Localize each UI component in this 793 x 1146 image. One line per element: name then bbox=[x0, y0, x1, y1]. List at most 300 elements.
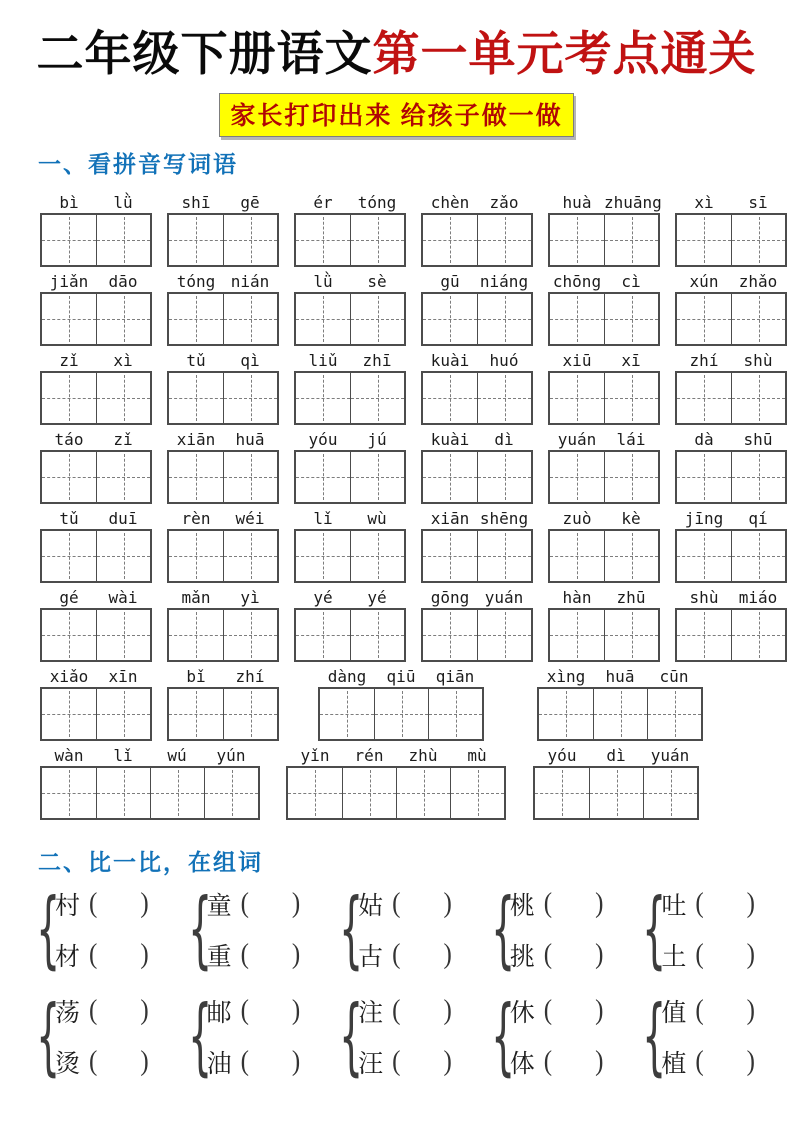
compare-char: 值 bbox=[661, 1000, 687, 1028]
writing-boxes bbox=[167, 687, 279, 741]
compare-char: 姑 bbox=[358, 893, 384, 921]
writing-boxes bbox=[421, 292, 533, 346]
pinyin-syllable: xiān bbox=[176, 430, 216, 450]
pinyin-row bbox=[40, 507, 793, 583]
pinyin-word-group bbox=[421, 507, 533, 583]
answer-paren-close: ) bbox=[443, 1045, 452, 1077]
compare-char: 休 bbox=[509, 1000, 535, 1028]
answer-paren-close: ) bbox=[746, 938, 755, 970]
pinyin-row bbox=[40, 744, 793, 820]
pinyin-syllable: dāo bbox=[108, 272, 138, 292]
pinyin-syllables bbox=[167, 428, 279, 450]
brace-icon: { bbox=[187, 879, 212, 978]
pinyin-syllable: mǎn bbox=[181, 588, 211, 608]
compare-entry bbox=[55, 889, 149, 919]
write-cell bbox=[539, 689, 593, 739]
write-cell bbox=[223, 452, 277, 502]
pinyin-row bbox=[40, 428, 793, 504]
writing-boxes bbox=[421, 450, 533, 504]
pinyin-word-group bbox=[167, 586, 279, 662]
compare-char: 汪 bbox=[358, 1051, 384, 1079]
write-cell bbox=[677, 294, 731, 344]
answer-paren-open: ( bbox=[240, 938, 249, 970]
pinyin-syllable: xiān bbox=[430, 509, 470, 529]
compare-entry bbox=[510, 889, 604, 919]
pinyin-syllable: yóu bbox=[547, 746, 577, 766]
compare-char: 材 bbox=[55, 944, 81, 972]
pinyin-word-group bbox=[40, 191, 152, 267]
compare-entry bbox=[661, 996, 755, 1026]
pinyin-syllables bbox=[548, 428, 660, 450]
answer-paren-close: ) bbox=[291, 938, 301, 970]
pinyin-syllable: kuài bbox=[430, 351, 470, 371]
pinyin-syllable: jīng bbox=[684, 509, 724, 529]
compare-entry bbox=[207, 996, 301, 1026]
pinyin-syllable: dà bbox=[694, 430, 714, 450]
write-cell bbox=[223, 689, 277, 739]
write-cell bbox=[223, 531, 277, 581]
write-cell bbox=[731, 294, 785, 344]
pinyin-syllables bbox=[421, 428, 533, 450]
answer-paren-close: ) bbox=[595, 1045, 604, 1077]
pinyin-syllable: duī bbox=[108, 509, 138, 529]
pinyin-syllable: xì bbox=[113, 351, 133, 371]
answer-paren-open: ( bbox=[695, 994, 704, 1026]
answer-paren-close: ) bbox=[443, 938, 452, 970]
pinyin-syllable: zhuāng bbox=[604, 193, 662, 213]
pinyin-word-group bbox=[167, 507, 279, 583]
pinyin-syllable: yóu bbox=[308, 430, 338, 450]
write-cell bbox=[477, 452, 531, 502]
pinyin-syllable: qì bbox=[240, 351, 260, 371]
pinyin-syllable: rèn bbox=[181, 509, 211, 529]
compare-char: 古 bbox=[358, 944, 384, 972]
compare-row bbox=[36, 986, 755, 1085]
writing-boxes bbox=[548, 292, 660, 346]
compare-char: 村 bbox=[55, 893, 81, 921]
pinyin-syllable: chōng bbox=[552, 272, 602, 292]
pinyin-syllables bbox=[40, 665, 152, 687]
answer-paren-close: ) bbox=[595, 994, 604, 1026]
write-cell bbox=[223, 294, 277, 344]
pinyin-word-group bbox=[548, 191, 660, 267]
pinyin-word-group bbox=[421, 586, 533, 662]
pinyin-syllables bbox=[318, 665, 484, 687]
write-cell bbox=[96, 373, 150, 423]
brace-icon: { bbox=[339, 986, 364, 1085]
pinyin-word-group bbox=[675, 507, 787, 583]
writing-boxes bbox=[533, 766, 699, 820]
compare-pair bbox=[187, 986, 301, 1085]
pinyin-syllable: nián bbox=[230, 272, 270, 292]
writing-boxes bbox=[318, 687, 484, 741]
pinyin-syllable: wàn bbox=[54, 746, 84, 766]
answer-paren-close: ) bbox=[140, 887, 149, 919]
compare-char: 邮 bbox=[206, 1000, 232, 1028]
pinyin-syllable: xīn bbox=[108, 667, 138, 687]
pinyin-word-group bbox=[167, 191, 279, 267]
writing-boxes bbox=[40, 766, 260, 820]
writing-boxes bbox=[548, 608, 660, 662]
answer-paren-close: ) bbox=[140, 1045, 149, 1077]
pinyin-syllable: qiān bbox=[435, 667, 475, 687]
brace-icon: { bbox=[490, 986, 515, 1085]
pinyin-syllable: jiǎn bbox=[49, 272, 89, 292]
pinyin-syllable: tǔ bbox=[186, 351, 206, 371]
pinyin-syllables bbox=[675, 586, 787, 608]
pinyin-word-group bbox=[40, 665, 152, 741]
write-cell bbox=[423, 215, 477, 265]
write-cell bbox=[535, 768, 589, 818]
compare-char: 荡 bbox=[55, 1000, 81, 1028]
pinyin-syllable: lǜ bbox=[113, 193, 133, 213]
pinyin-syllable: táo bbox=[54, 430, 84, 450]
write-cell bbox=[593, 689, 647, 739]
compare-char: 植 bbox=[661, 1051, 687, 1079]
pinyin-word-group bbox=[40, 428, 152, 504]
pinyin-syllables bbox=[421, 191, 533, 213]
answer-paren-open: ( bbox=[543, 938, 553, 970]
compare-pair bbox=[490, 879, 604, 978]
writing-boxes bbox=[294, 529, 406, 583]
writing-boxes bbox=[421, 608, 533, 662]
pinyin-syllable: zhù bbox=[408, 746, 438, 766]
pinyin-syllable: zhí bbox=[689, 351, 719, 371]
answer-paren-close: ) bbox=[443, 994, 452, 1026]
pinyin-syllables bbox=[294, 507, 406, 529]
pinyin-word-group bbox=[675, 349, 787, 425]
pinyin-syllable: ér bbox=[313, 193, 333, 213]
write-cell bbox=[677, 215, 731, 265]
writing-boxes bbox=[421, 371, 533, 425]
pinyin-word-group bbox=[537, 665, 703, 741]
pinyin-syllable: zǐ bbox=[113, 430, 133, 450]
pinyin-syllable: yé bbox=[367, 588, 387, 608]
pinyin-syllable: gē bbox=[240, 193, 260, 213]
answer-paren-open: ( bbox=[543, 887, 553, 919]
pinyin-syllable: dì bbox=[494, 430, 514, 450]
pinyin-syllable: kè bbox=[621, 509, 641, 529]
brace-icon: { bbox=[642, 986, 667, 1085]
pinyin-word-group bbox=[548, 428, 660, 504]
pinyin-word-group bbox=[548, 349, 660, 425]
pinyin-syllable: shù bbox=[743, 351, 773, 371]
answer-paren-open: ( bbox=[392, 994, 401, 1026]
pinyin-word-group bbox=[40, 349, 152, 425]
pinyin-syllables bbox=[167, 191, 279, 213]
pinyin-syllable: gōng bbox=[430, 588, 470, 608]
compare-entries bbox=[510, 889, 604, 970]
write-cell bbox=[169, 373, 223, 423]
pinyin-syllable: kuài bbox=[430, 430, 470, 450]
answer-paren-open: ( bbox=[695, 887, 704, 919]
answer-paren-close: ) bbox=[291, 1045, 301, 1077]
write-cell bbox=[423, 452, 477, 502]
pinyin-syllable: zǎo bbox=[489, 193, 519, 213]
writing-boxes bbox=[294, 371, 406, 425]
pinyin-syllable: tóng bbox=[357, 193, 397, 213]
writing-boxes bbox=[167, 450, 279, 504]
writing-boxes bbox=[548, 213, 660, 267]
pinyin-syllable: gū bbox=[440, 272, 460, 292]
pinyin-word-group bbox=[167, 270, 279, 346]
pinyin-syllables bbox=[675, 507, 787, 529]
write-cell bbox=[477, 215, 531, 265]
compare-entry bbox=[661, 1047, 755, 1077]
pinyin-syllable: hàn bbox=[562, 588, 592, 608]
pinyin-rows bbox=[40, 191, 793, 820]
pinyin-syllable: yǐn bbox=[300, 746, 330, 766]
pinyin-syllable: xún bbox=[689, 272, 719, 292]
compare-entries bbox=[207, 996, 301, 1077]
banner-row bbox=[0, 93, 793, 137]
compare-entry bbox=[207, 889, 301, 919]
write-cell bbox=[350, 531, 404, 581]
pinyin-word-group bbox=[675, 270, 787, 346]
write-cell bbox=[643, 768, 697, 818]
compare-char: 注 bbox=[358, 1000, 384, 1028]
pinyin-syllable: lǐ bbox=[113, 746, 133, 766]
writing-boxes bbox=[40, 213, 152, 267]
write-cell bbox=[42, 531, 96, 581]
pinyin-syllables bbox=[675, 428, 787, 450]
writing-boxes bbox=[548, 529, 660, 583]
pinyin-syllable: yé bbox=[313, 588, 333, 608]
pinyin-word-group bbox=[421, 349, 533, 425]
writing-boxes bbox=[675, 450, 787, 504]
write-cell bbox=[550, 215, 604, 265]
write-cell bbox=[96, 689, 150, 739]
write-cell bbox=[288, 768, 342, 818]
pinyin-word-group bbox=[548, 507, 660, 583]
parent-note-banner: 家长打印出来 给孩子做一做 bbox=[219, 93, 573, 137]
pinyin-syllable: xiū bbox=[562, 351, 592, 371]
pinyin-syllables bbox=[421, 507, 533, 529]
answer-paren-close: ) bbox=[140, 994, 149, 1026]
pinyin-syllable: zuò bbox=[562, 509, 592, 529]
pinyin-syllables bbox=[548, 586, 660, 608]
pinyin-syllable: qí bbox=[748, 509, 768, 529]
writing-boxes bbox=[421, 529, 533, 583]
compare-entries bbox=[661, 889, 755, 970]
write-cell bbox=[296, 294, 350, 344]
pinyin-syllables bbox=[40, 428, 152, 450]
pinyin-word-group bbox=[294, 191, 406, 267]
pinyin-syllable: gé bbox=[59, 588, 79, 608]
compare-entries bbox=[510, 996, 604, 1077]
pinyin-syllable: huā bbox=[235, 430, 265, 450]
compare-pair bbox=[490, 986, 604, 1085]
page-title bbox=[0, 24, 793, 86]
pinyin-syllables bbox=[675, 270, 787, 292]
pinyin-word-group bbox=[675, 428, 787, 504]
writing-boxes bbox=[167, 371, 279, 425]
brace-icon: { bbox=[490, 879, 515, 978]
pinyin-syllables bbox=[675, 349, 787, 371]
pinyin-syllable: zhū bbox=[616, 588, 646, 608]
pinyin-word-group bbox=[294, 270, 406, 346]
pinyin-syllables bbox=[40, 270, 152, 292]
pinyin-syllables bbox=[675, 191, 787, 213]
pinyin-syllable: zhǎo bbox=[738, 272, 778, 292]
writing-boxes bbox=[40, 529, 152, 583]
compare-entry bbox=[510, 1047, 604, 1077]
compare-pair bbox=[642, 986, 755, 1085]
brace-icon: { bbox=[36, 986, 61, 1085]
write-cell bbox=[96, 610, 150, 660]
pinyin-syllables bbox=[294, 586, 406, 608]
write-cell bbox=[423, 294, 477, 344]
write-cell bbox=[350, 610, 404, 660]
compare-char: 童 bbox=[206, 893, 232, 921]
pinyin-word-group bbox=[318, 665, 484, 741]
compare-char: 重 bbox=[206, 944, 232, 972]
pinyin-syllable: cūn bbox=[659, 667, 689, 687]
write-cell bbox=[169, 689, 223, 739]
pinyin-word-group bbox=[548, 586, 660, 662]
pinyin-syllable: jú bbox=[367, 430, 387, 450]
write-cell bbox=[296, 215, 350, 265]
answer-paren-close: ) bbox=[746, 1045, 755, 1077]
pinyin-word-group bbox=[294, 428, 406, 504]
compare-pair bbox=[36, 986, 149, 1085]
writing-boxes bbox=[40, 687, 152, 741]
pinyin-word-group bbox=[167, 428, 279, 504]
writing-boxes bbox=[675, 292, 787, 346]
write-cell bbox=[350, 452, 404, 502]
pinyin-syllable: zhí bbox=[235, 667, 265, 687]
compare-pair bbox=[642, 879, 755, 978]
compare-rows bbox=[36, 879, 793, 1085]
pinyin-row bbox=[40, 665, 793, 741]
write-cell bbox=[396, 768, 450, 818]
answer-paren-open: ( bbox=[543, 1045, 553, 1077]
answer-paren-close: ) bbox=[595, 887, 604, 919]
write-cell bbox=[550, 610, 604, 660]
pinyin-syllable: mù bbox=[467, 746, 487, 766]
pinyin-row bbox=[40, 270, 793, 346]
write-cell bbox=[604, 610, 658, 660]
answer-paren-close: ) bbox=[746, 994, 755, 1026]
write-cell bbox=[604, 294, 658, 344]
pinyin-syllable: sè bbox=[367, 272, 387, 292]
pinyin-word-group bbox=[675, 191, 787, 267]
pinyin-syllables bbox=[548, 507, 660, 529]
pinyin-syllable: rén bbox=[354, 746, 384, 766]
pinyin-word-group bbox=[40, 744, 260, 820]
pinyin-syllable: wài bbox=[108, 588, 138, 608]
pinyin-syllables bbox=[167, 586, 279, 608]
pinyin-syllables bbox=[167, 270, 279, 292]
writing-boxes bbox=[294, 450, 406, 504]
write-cell bbox=[96, 531, 150, 581]
answer-paren-close: ) bbox=[291, 994, 301, 1026]
pinyin-syllable: huó bbox=[489, 351, 519, 371]
answer-paren-open: ( bbox=[240, 887, 249, 919]
pinyin-syllables bbox=[421, 586, 533, 608]
writing-boxes bbox=[548, 371, 660, 425]
writing-boxes bbox=[167, 292, 279, 346]
answer-paren-close: ) bbox=[746, 887, 755, 919]
write-cell bbox=[428, 689, 482, 739]
write-cell bbox=[677, 610, 731, 660]
answer-paren-open: ( bbox=[89, 1045, 98, 1077]
pinyin-word-group bbox=[286, 744, 506, 820]
write-cell bbox=[342, 768, 396, 818]
writing-boxes bbox=[167, 608, 279, 662]
write-cell bbox=[604, 215, 658, 265]
writing-boxes bbox=[40, 450, 152, 504]
compare-row bbox=[36, 879, 755, 978]
compare-entry bbox=[661, 940, 755, 970]
pinyin-syllables bbox=[421, 349, 533, 371]
pinyin-syllable: wù bbox=[367, 509, 387, 529]
pinyin-syllables bbox=[537, 665, 703, 687]
write-cell bbox=[96, 768, 150, 818]
pinyin-syllable: shī bbox=[181, 193, 211, 213]
compare-pair bbox=[187, 879, 301, 978]
write-cell bbox=[550, 373, 604, 423]
compare-char: 挑 bbox=[509, 944, 535, 972]
write-cell bbox=[423, 373, 477, 423]
pinyin-row bbox=[40, 191, 793, 267]
answer-paren-close: ) bbox=[140, 938, 149, 970]
pinyin-syllable: xìng bbox=[546, 667, 586, 687]
write-cell bbox=[42, 610, 96, 660]
answer-paren-open: ( bbox=[392, 938, 401, 970]
pinyin-syllable: xī bbox=[621, 351, 641, 371]
write-cell bbox=[223, 373, 277, 423]
write-cell bbox=[150, 768, 204, 818]
compare-char: 烫 bbox=[55, 1051, 81, 1079]
compare-pair bbox=[339, 879, 452, 978]
compare-entry bbox=[358, 940, 452, 970]
write-cell bbox=[320, 689, 374, 739]
write-cell bbox=[42, 768, 96, 818]
writing-boxes bbox=[421, 213, 533, 267]
pinyin-syllables bbox=[167, 349, 279, 371]
pinyin-syllable: lǐ bbox=[313, 509, 333, 529]
write-cell bbox=[169, 294, 223, 344]
pinyin-syllables bbox=[294, 428, 406, 450]
pinyin-syllables bbox=[548, 270, 660, 292]
write-cell bbox=[350, 373, 404, 423]
compare-entry bbox=[207, 940, 301, 970]
compare-entry bbox=[358, 1047, 452, 1077]
write-cell bbox=[296, 452, 350, 502]
pinyin-syllable: bì bbox=[59, 193, 79, 213]
answer-paren-close: ) bbox=[291, 887, 301, 919]
pinyin-row bbox=[40, 349, 793, 425]
answer-paren-open: ( bbox=[89, 938, 98, 970]
write-cell bbox=[604, 373, 658, 423]
writing-boxes bbox=[40, 292, 152, 346]
pinyin-syllable: dì bbox=[606, 746, 626, 766]
writing-boxes bbox=[40, 371, 152, 425]
compare-pair bbox=[36, 879, 149, 978]
compare-entry bbox=[358, 889, 452, 919]
write-cell bbox=[42, 452, 96, 502]
compare-entries bbox=[207, 889, 301, 970]
write-cell bbox=[550, 452, 604, 502]
pinyin-word-group bbox=[167, 665, 279, 741]
write-cell bbox=[477, 373, 531, 423]
write-cell bbox=[374, 689, 428, 739]
answer-paren-open: ( bbox=[392, 1045, 401, 1077]
writing-boxes bbox=[675, 371, 787, 425]
pinyin-word-group bbox=[167, 349, 279, 425]
compare-entry bbox=[55, 996, 149, 1026]
